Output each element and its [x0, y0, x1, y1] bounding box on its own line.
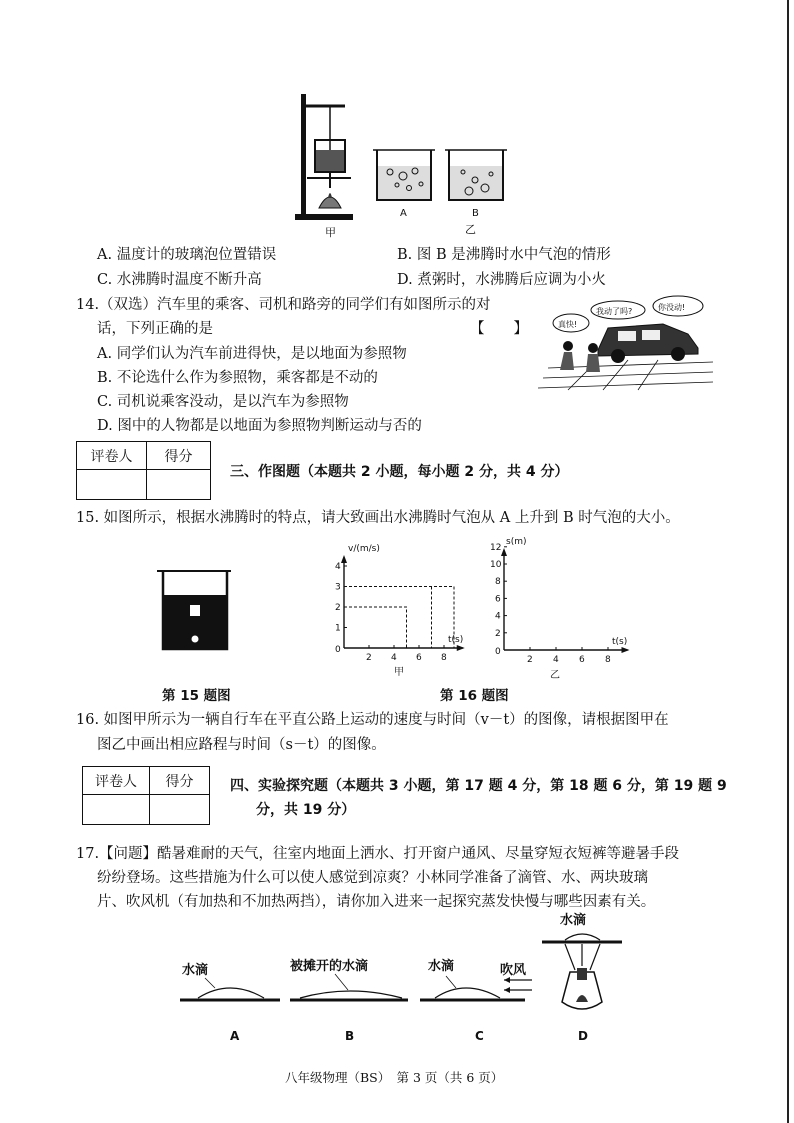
score-table-2-reviewer-cell[interactable]	[83, 795, 150, 825]
graph-yi-y-label: s(m)	[506, 537, 527, 547]
q16-line2: 图乙中画出相应路程与时间（s－t）的图像。	[97, 737, 386, 753]
score-table-score-cell[interactable]	[147, 470, 211, 500]
q14-option-c: C. 司机说乘客没动，是以汽车为参照物	[97, 394, 349, 410]
score-table-1	[76, 441, 211, 500]
q16-graph-yi	[478, 532, 638, 682]
graph-yi-y-tick-label: 2	[495, 628, 501, 639]
q14-answer-bracket: 【 】	[470, 321, 528, 337]
graph-jia-segment-2	[344, 587, 454, 649]
q17-wind-label: 吹风	[500, 963, 527, 978]
graph-jia-y-tick-label: 1	[335, 623, 341, 634]
graph-jia-y-arrow	[341, 555, 347, 563]
graph-jia-y-tick-label: 4	[335, 562, 341, 572]
graph-yi-y-tick-label: 6	[495, 594, 501, 605]
graph-jia-label: 甲	[394, 667, 404, 678]
graph-yi-x-tick-label: 4	[553, 655, 559, 665]
graph-yi-origin: 0	[495, 647, 501, 657]
graph-jia-x-tick-label: 4	[391, 653, 397, 663]
q17-drop-a-label: 水滴	[182, 963, 209, 978]
graph-jia-segment-1	[344, 607, 407, 648]
graph-yi-x-tick-label: 2	[527, 655, 533, 665]
q14-bubble-fast: 真快!	[558, 320, 578, 329]
q15-beaker-figure	[155, 565, 235, 655]
q17-label-c: C	[475, 1029, 484, 1043]
q17-evaporation-figure	[170, 910, 640, 1050]
graph-jia-x-tick-label: 8	[441, 653, 447, 663]
page-edge-line	[787, 0, 789, 1123]
section3-heading: 三、作图题（本题共 2 小题，每小题 2 分，共 4 分）	[230, 464, 569, 480]
graph-jia-y-label: v/(m/s)	[348, 544, 380, 554]
score-table-2	[82, 766, 210, 825]
graph-yi-label: 乙	[550, 670, 560, 681]
q14-bubble-moved: 我动了吗?	[596, 307, 633, 316]
q13-label-jia: 甲	[325, 226, 336, 238]
q17-drop-d-label: 水滴	[560, 913, 587, 928]
graph-yi-y-arrow	[501, 548, 507, 556]
graph-yi-y-tick-label: 4	[495, 611, 501, 622]
q17-drop-c-label: 水滴	[428, 959, 455, 974]
q13-label-yi: 乙	[465, 223, 476, 236]
graph-jia-x-tick-label: 6	[416, 653, 422, 663]
q17-line3: 片、吹风机（有加热和不加热两挡），请你加入进来一起探究蒸发快慢与哪些因素有关。	[97, 894, 656, 910]
q14-option-a: A. 同学们认为汽车前进得快，是以地面为参照物	[97, 346, 407, 362]
q13-option-b: B. 图 B 是沸腾时水中气泡的情形	[397, 247, 611, 263]
q14-bubble-notmoved: 你没动!	[658, 303, 686, 312]
q14-option-b: B. 不论选什么作为参照物，乘客都是不动的	[97, 370, 378, 386]
q17-line1: 17.【问题】酷暑难耐的天气，往室内地面上洒水、打开窗户通风、尽量穿短衣短裤等避暑手段	[76, 846, 680, 862]
q15-caption: 第 15 题图	[162, 688, 231, 704]
q13-option-c: C. 水沸腾时温度不断升高	[97, 272, 262, 288]
q13-apparatus-figure	[285, 88, 515, 238]
score-table-reviewer-header: 评卷人	[77, 442, 147, 470]
section4-heading-line2: 分，共 19 分）	[256, 802, 356, 818]
page-footer: 八年级物理（BS） 第 3 页（共 6 页）	[285, 1070, 504, 1085]
q13-option-a: A. 温度计的玻璃泡位置错误	[97, 247, 277, 263]
graph-yi-x-label: t(s)	[612, 637, 628, 647]
section4-heading-line1: 四、实验探究题（本题共 3 小题，第 17 题 4 分，第 18 题 6 分，第 19 题 9	[230, 778, 727, 794]
graph-jia-y-tick-label: 3	[335, 582, 341, 593]
q14-car-figure	[538, 290, 718, 395]
graph-yi-y-tick-label: 12	[490, 542, 502, 553]
graph-yi-y-tick-label: 8	[495, 577, 501, 588]
q13-option-d: D. 煮粥时，水沸腾后应调为小火	[397, 272, 606, 288]
graph-jia-x-label: t(s)	[448, 635, 464, 645]
q17-label-a: A	[230, 1029, 240, 1043]
graph-jia-y-tick-label: 2	[335, 603, 341, 613]
graph-jia-origin: 0	[335, 645, 341, 655]
q17-label-d: D	[578, 1029, 588, 1043]
q14-line2: 话，下列正确的是	[97, 321, 213, 337]
q17-drop-b-label: 被摊开的水滴	[290, 959, 369, 974]
q16-graph-jia	[318, 535, 478, 680]
graph-jia-x-tick-label: 2	[366, 653, 372, 663]
graph-yi-x-arrow	[622, 647, 630, 653]
q14-line1: 14.（双选）汽车里的乘客、司机和路旁的同学们有如图所示的对	[76, 297, 491, 313]
score-table-score-header: 得分	[147, 442, 211, 470]
graph-yi-y-tick-label: 10	[490, 560, 502, 570]
score-table-2-reviewer-header: 评卷人	[83, 767, 150, 795]
q17-line2: 纷纷登场。这些措施为什么可以使人感觉到凉爽？小林同学准备了滴管、水、两块玻璃	[97, 870, 648, 886]
q13-label-b: B	[472, 208, 479, 219]
graph-yi-x-tick-label: 6	[579, 655, 585, 665]
q17-label-b: B	[345, 1029, 355, 1043]
q14-option-d: D. 图中的人物都是以地面为参照物判断运动与否的	[97, 418, 422, 434]
graph-yi-x-tick-label: 8	[605, 655, 611, 665]
score-table-2-score-cell[interactable]	[150, 795, 210, 825]
q13-label-a: A	[400, 208, 407, 219]
q16-caption: 第 16 题图	[440, 688, 509, 704]
q16-line1: 16. 如图甲所示为一辆自行车在平直公路上运动的速度与时间（v－t）的图像，请根据图甲在	[76, 712, 669, 728]
q15-text: 15. 如图所示，根据水沸腾时的特点，请大致画出水沸腾时气泡从 A 上升到 B 时气泡的大小。	[76, 510, 680, 526]
graph-jia-x-arrow	[457, 645, 465, 651]
score-table-reviewer-cell[interactable]	[77, 470, 147, 500]
score-table-2-score-header: 得分	[150, 767, 210, 795]
